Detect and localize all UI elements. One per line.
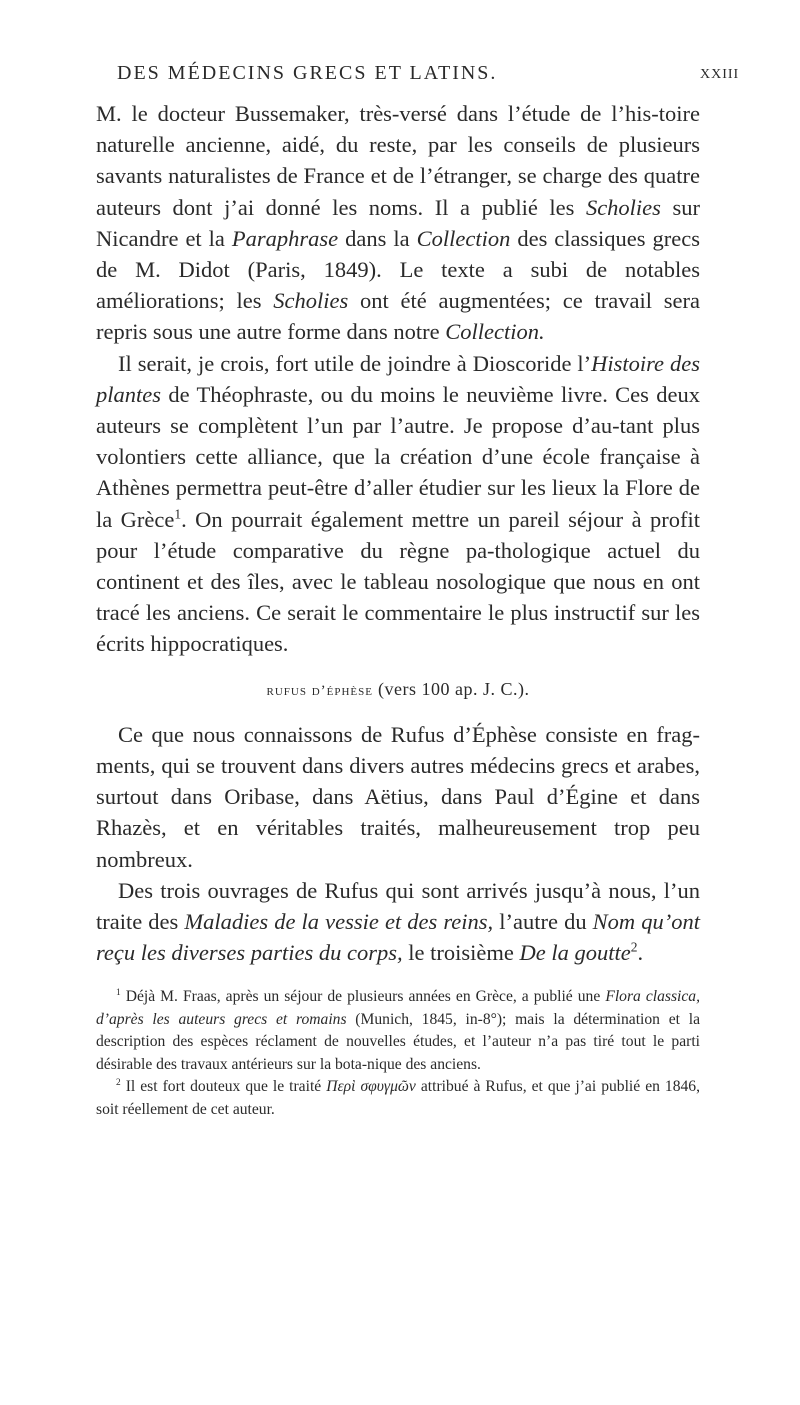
text-run: sur Nicandre et la <box>96 194 700 251</box>
italic-title: Collection <box>416 225 511 251</box>
paragraph-theophraste <box>96 348 700 660</box>
text-run: . <box>637 940 644 966</box>
paragraph-bussemaker <box>96 98 700 348</box>
italic-title: Scholies <box>273 288 349 314</box>
italic-title: Paraphrase <box>231 225 339 251</box>
footnote-mark: 1 <box>116 988 121 999</box>
footnote-ref[interactable]: 1 <box>174 506 182 522</box>
text-run: l’autre du <box>493 909 593 935</box>
running-title: DES MÉDECINS GRECS ET LATINS. <box>117 62 498 84</box>
text-run: . On pourrait également mettre un pareil séjour à profit pour l’étude comparative du règne pa-thologique actuel du continent et des îles, avec le tableau nosologique que nous en ont tracé les anciens. Ce serait le commentaire le plus instructif sur les écrits hippocratiques. <box>96 506 700 657</box>
paragraph-rufus-works <box>96 875 700 969</box>
italic-title: Collection. <box>445 319 545 345</box>
text-run: des classiques grecs de M. Didot (Paris, 1849). Le texte a subi de notables améliorations; les <box>96 225 700 314</box>
italic-title: Nom qu’ont reçu les diverses parties du corps, <box>96 909 700 966</box>
footnote-mark: 2 <box>116 1077 121 1088</box>
text-run: M. le docteur Bussemaker, très-versé dans l’étude de l’his-toire naturelle ancienne, aidé, du reste, par les conseils de plusieurs savants naturalistes de France et de l’étranger, se charge des quatre auteurs dont j’ai donné les noms. Il a publié les <box>96 101 700 220</box>
text-run: Il serait, je crois, fort utile de joindre à Dioscoride l’ <box>118 350 592 376</box>
paragraph-rufus-fragments: Ce que nous connaissons de Rufus d’Éphèse consiste en frag-ments, qui se trouvent dans divers autres médecins grecs et arabes, surtout dans Oribase, dans Aëtius, dans Paul d’Égine et dans Rhazès, et en véritables traités, malheureusement trop peu nombreux. <box>96 721 700 872</box>
italic-title: Scholies <box>585 194 661 220</box>
italic-title: Histoire des plantes <box>96 350 700 407</box>
section-heading-date: (vers 100 ap. J. C.). <box>373 678 530 699</box>
italic-title: Maladies de la vessie et des reins, <box>184 909 494 935</box>
footnote-1 <box>96 986 700 1076</box>
text-run: de Théophraste, ou du moins le neuvième livre. Ces deux auteurs se complètent l’un par l’autre. Je propose d’au-tant plus volontiers cette alliance, que la création d’une école française à Athènes permettra peut-être d’aller étudier sur les lieux la Flore de la Grèce <box>96 381 700 532</box>
section-heading <box>96 674 700 707</box>
footnote-ref[interactable]: 2 <box>630 939 638 955</box>
italic-title: De la goutte <box>519 940 631 966</box>
greek-title: Περὶ σφυγμῶν <box>326 1078 416 1096</box>
footnote-2 <box>96 1076 700 1121</box>
main-text <box>96 98 700 1121</box>
page-number: XXIII <box>700 67 740 82</box>
text-run: attribué à Rufus, et que j’ai publié en 1846, soit réellement de cet auteur. <box>96 1078 701 1118</box>
text-run: Déjà M. Fraas, après un séjour de plusieurs années en Grèce, a publié une <box>120 988 606 1006</box>
text-run: Des trois ouvrages de Rufus qui sont arrivés jusqu’à nous, l’un traite des <box>96 877 700 935</box>
section-heading-name: rufus d’éphèse <box>266 682 373 699</box>
text-run: Il est fort douteux que le traité <box>120 1078 327 1096</box>
text-run: (Munich, 1845, in-8°); mais la détermination et la description des espèces réclament de nouvelles études, et l’auteur n’a pas tiré tout le parti désirable des travaux antérieurs sur la bota-nique des anciens. <box>96 1010 701 1073</box>
italic-title: Flora classica, d’après les auteurs grecs et romains <box>96 988 700 1028</box>
footnotes <box>96 986 700 1120</box>
text-run: ont été augmentées; ce travail sera repris sous une autre forme dans notre <box>96 288 700 345</box>
text-run: le troisième <box>402 940 520 966</box>
text-run: dans la <box>338 225 417 251</box>
